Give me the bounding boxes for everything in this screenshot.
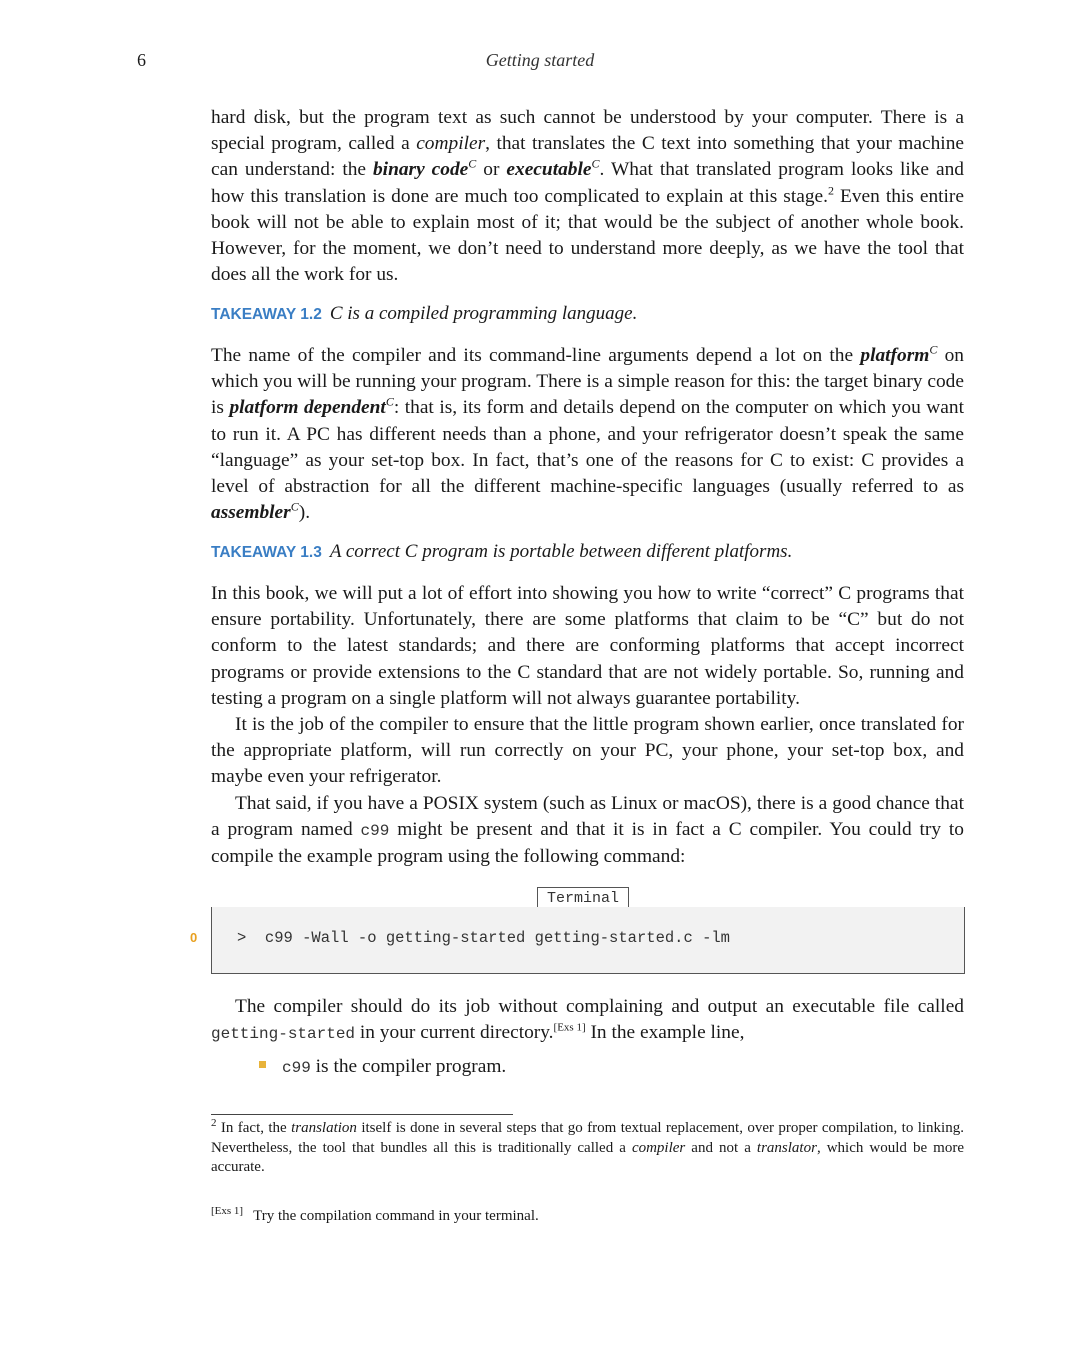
term-platform-dependent: platform dependent: [229, 397, 386, 419]
takeaway-text: A correct C program is portable between different platforms.: [329, 541, 793, 562]
code-c99: c99: [360, 821, 390, 840]
text: is the compiler program.: [310, 1056, 507, 1077]
term-platform: platform: [860, 345, 930, 366]
index-mark: C: [468, 156, 477, 171]
footnote-ref[interactable]: 2: [828, 183, 834, 198]
terminal-command[interactable]: > c99 -Wall -o getting-started getting-started.c -lm: [237, 929, 730, 947]
text: might be present and that it is in fact a C compiler. You could try to compile the example program using the following command:: [211, 818, 965, 868]
bullet-item: [259, 1056, 506, 1078]
text: : that is, its form and details depend on the computer on which you want to run it. A PC has different needs than a phone, and your refrigerator doesn’t speak the same “language” as your set-top box. In fact, that’s one of the reasons for C to exist: C provides a level of abstraction for all the different machine-specific languages (usually referred to as: [211, 397, 964, 498]
text: and not a: [685, 1139, 757, 1156]
text: in your current directory.: [355, 1022, 554, 1044]
text: hard disk, but the program text as such cannot be understood by your computer. There is a special program, called a: [211, 107, 964, 155]
footnote-number: 2: [211, 1117, 217, 1129]
footnote-rule: [211, 1114, 513, 1115]
text: In this book, we will put a lot of effort into showing you how to write “correct” C programs that ensure portability. Unfortunately, there are some platforms that claim to be “C” but do not conform to the latest standards; and there are conforming platforms that accept incorrect programs or provide extensions to the C standard that are not widely portable. So, running and testing a program on a single platform will not always guarantee portability.: [211, 583, 964, 709]
terminal-label: Terminal: [537, 887, 629, 908]
paragraph-portability: [211, 581, 964, 870]
text: or: [476, 159, 507, 181]
code-c99: c99: [282, 1059, 311, 1077]
bullet-square-icon: [259, 1061, 266, 1068]
text: In the example line,: [585, 1022, 745, 1044]
term-compiler: compiler: [416, 133, 486, 155]
text: . What that translated program looks like and how this translation is done are much too complicated to explain at this stage.: [211, 159, 964, 207]
line-number: 0: [190, 930, 198, 945]
exercise-text: Try the compilation command in your terminal.: [253, 1208, 539, 1224]
text: The name of the compiler and its command-line arguments depend a lot on the: [211, 345, 861, 366]
takeaway-1-3: [211, 541, 971, 563]
text: on which you will be running your program. There is a simple reason for this: the target binary code is: [211, 345, 964, 419]
paragraph-intro: [211, 105, 964, 288]
paragraph-platform: [211, 343, 964, 526]
takeaway-1-2: [211, 303, 971, 325]
index-mark: C: [385, 394, 394, 409]
exercise-ref: [Exs 1]: [211, 1205, 244, 1217]
takeaway-label: TAKEAWAY 1.2: [211, 306, 322, 323]
term-compiler: compiler: [631, 1139, 686, 1156]
term-binary-code: binary code: [372, 159, 469, 181]
exercise-note: [211, 1205, 539, 1225]
exercise-ref[interactable]: [Exs 1]: [553, 1021, 586, 1034]
text: In fact, the: [216, 1120, 292, 1136]
text: , which would be more accurate.: [211, 1139, 964, 1176]
code-getting-started: getting-started: [211, 1025, 356, 1044]
takeaway-text: C is a compiled programming language.: [329, 303, 638, 324]
text: That said, if you have a POSIX system (such as Linux or macOS), there is a good chance that a program named: [211, 792, 964, 840]
index-mark: C: [929, 342, 938, 357]
text: itself is done in several steps that go from textual replacement, over proper compilation, to linking. Nevertheless, the tool that bundles all this is traditionally called a: [211, 1120, 964, 1156]
index-mark: C: [290, 499, 299, 514]
text: , that translates the C text into something that your machine can understand: the: [211, 133, 964, 181]
term-translation: translation: [291, 1120, 357, 1136]
footnote: [211, 1119, 964, 1178]
running-head: Getting started: [485, 50, 595, 70]
text: The compiler should do its job without complaining and output an executable file called: [235, 996, 964, 1017]
paragraph-output: [211, 994, 964, 1047]
text: ).: [298, 502, 311, 524]
term-assembler: assembler: [211, 502, 291, 524]
text: It is the job of the compiler to ensure that the little program shown earlier, once translated for the appropriate platform, will run correctly on your PC, your phone, your set-top box, and maybe even your refrigerator.: [211, 714, 964, 788]
page-number: 6: [137, 50, 146, 70]
index-mark: C: [591, 156, 600, 171]
text: Even this entire book will not be able to explain most of it; that would be the subject of another whole book. However, for the moment, we don’t need to understand more deeply, as we have the tool that does all the work for us.: [211, 185, 964, 286]
term-executable: executable: [506, 159, 592, 181]
term-translator: translator: [756, 1139, 817, 1156]
takeaway-label: TAKEAWAY 1.3: [211, 544, 322, 561]
